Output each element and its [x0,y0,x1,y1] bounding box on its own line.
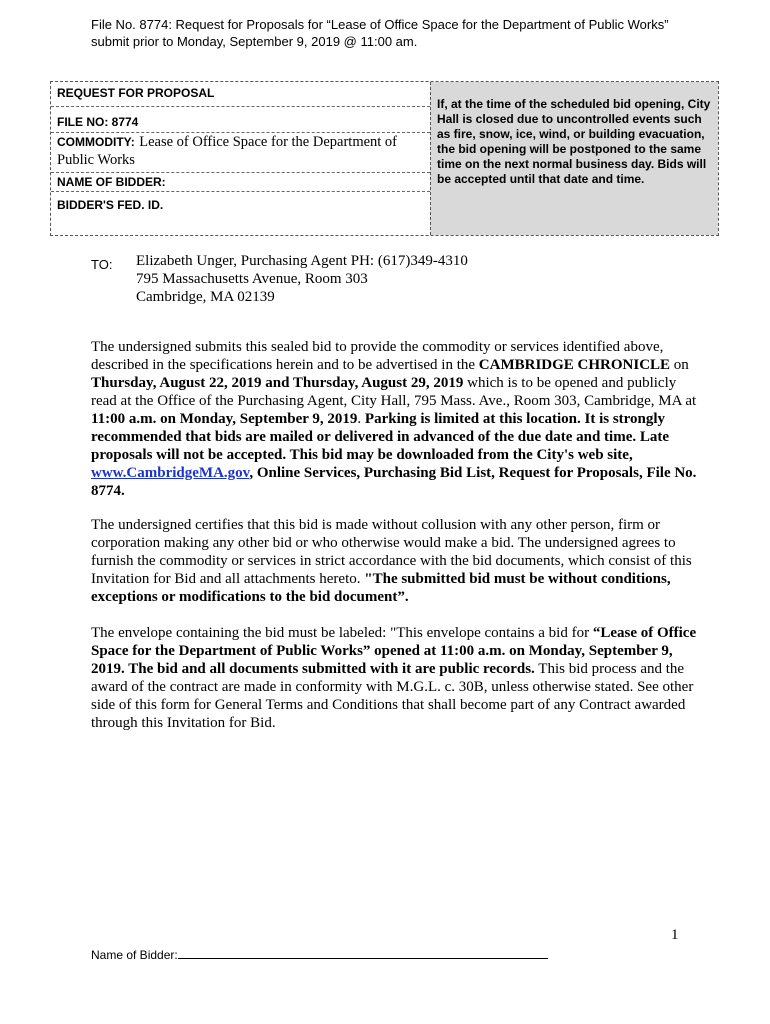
p1-opening-time: 11:00 a.m. on Monday, September 9, 2019 [91,411,358,427]
paragraph-submission [91,338,703,500]
commodity-label: COMMODITY: [57,135,135,149]
p1-download-info: , Online Services, Purchasing Bid List, Request for Proposals, File No. 8774. [91,465,697,499]
document-header [91,16,669,50]
p2-conditions: "The submitted bid must be without conditions, exceptions or modifications to the bid document”. [91,571,671,605]
p1-text-3: which is to be opened and publicly read at the Office of the Purchasing Agent, City Hall, 795 Mass. Ave., Room 303, Cambridge, MA at [91,375,697,409]
rfp-info-box [50,81,719,236]
bidder-line-label: Name of Bidder: [91,948,178,962]
header-line-2: submit prior to Monday, September 9, 2019 @ 11:00 am. [91,34,418,49]
file-no: FILE NO: 8774 [57,115,139,129]
closure-notice: If, at the time of the scheduled bid opening, City Hall is closed due to uncontrolled events such as fire, snow, ice, wind, or building evacuation, the bid opening will be postponed to the same time on the next normal business day. Bids will be accepted until that date and time. [430,82,718,235]
commodity-value: Lease of Office Space for the Department of Public Works [57,134,398,168]
website-link[interactable]: www.CambridgeMA.gov [91,465,250,481]
addressee-line-2: 795 Massachusetts Avenue, Room 303 [136,271,368,287]
p1-newspaper: CAMBRIDGE CHRONICLE [478,357,671,373]
rfp-title-row [51,82,430,107]
header-line-1: File No. 8774: Request for Proposals for “Lease of Office Space for the Department of Public Works” [91,17,669,32]
p1-text-1: The undersigned submits this sealed bid to provide the commodity or services identified above, described in the specifications herein and to be advertised in the [91,339,664,373]
addressee-line-3: Cambridge, MA 02139 [136,289,275,305]
bidder-line-blank[interactable] [178,946,548,959]
paragraph-envelope [91,624,703,732]
bidder-name-label: NAME OF BIDDER: [57,175,166,189]
bidder-name-row[interactable] [51,173,430,192]
rfp-title: REQUEST FOR PROPOSAL [57,86,215,100]
bidder-signature-line[interactable] [91,946,548,962]
p3-text-2: This bid process and the award of the contract are made in conformity with M.G.L. c. 30B, unless otherwise stated. See other side of this form for General Terms and Conditions that shall become part of any Contract awarded through this Invitation for Bid. [91,661,694,731]
to-label: TO: [91,257,113,272]
commodity-row [51,133,430,173]
p3-envelope-label: “Lease of Office Space for the Department of Public Works” opened at 11:00 a.m. on Monday, September 9, 2019. The bid and all documents submitted with it are public records. [91,625,697,677]
p1-text-4: . [357,411,365,427]
file-no-row [51,107,430,133]
addressee-line-1: Elizabeth Unger, Purchasing Agent PH: (617)349-4310 [136,253,468,269]
paragraph-certification [91,516,703,606]
page-number: 1 [671,927,679,943]
p2-text-1: The undersigned certifies that this bid is made without collusion with any other person, firm or corporation making any other bid or who otherwise would make a bid. The undersigned agrees to furnish the commodity or services in strict accordance with the bid documents, which consist of this Invitation for Bid and all attachments hereto. [91,517,692,587]
p1-text-2: on [670,357,689,373]
bidder-fed-id-label: BIDDER'S FED. ID. [57,198,164,212]
addressee-block [136,252,468,306]
p1-parking-notice: Parking is limited at this location. It is strongly recommended that bids are mailed or delivered in advanced of the due date and time. Late proposals will not be accepted. This bid may be downloaded from the City's web site, [91,411,670,463]
rfp-fields [51,82,430,235]
p3-text-1: The envelope containing the bid must be labeled: "This envelope contains a bid for [91,625,593,641]
p1-dates: Thursday, August 22, 2019 and Thursday, August 29, 2019 [91,375,464,391]
bidder-fed-id-row[interactable] [51,192,430,237]
